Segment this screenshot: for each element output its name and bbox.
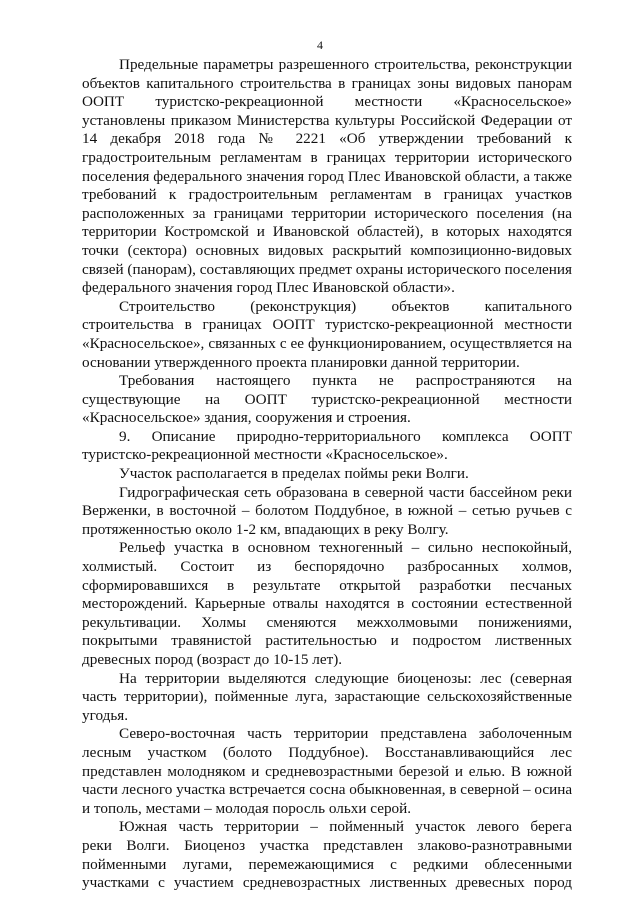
text-line: туристско-рекреационной местности «Красносельское». — [82, 446, 448, 464]
paragraph — [82, 670, 572, 726]
paragraph — [82, 484, 572, 540]
text-line: угодья. — [82, 706, 129, 724]
text-line: требований к градостроительным регламентам в границах участков — [82, 186, 572, 204]
paragraph — [82, 428, 572, 465]
paragraph — [82, 372, 572, 428]
text-line: рекультивации. Холмы сменяются межхолмовыми понижениями, — [82, 613, 572, 631]
paragraph — [82, 56, 572, 298]
text-line: территории Костромской и Ивановской областей), в которых находятся — [82, 223, 572, 241]
text-line: ООПТ туристско-рекреационной местности «Красносельское» — [82, 93, 572, 111]
text-line: Гидрографическая сеть образована в северной части бассейном реки — [119, 483, 572, 501]
text-line: градостроительным регламентам в границах территории исторического — [82, 148, 572, 166]
text-line: расположенных за границами территории исторического поселения (на — [82, 204, 572, 222]
text-line: протяженностью около 1-2 км, впадающих в реку Волгу. — [82, 520, 449, 538]
text-line: Рельеф участка в основном техногенный – сильно неспокойный, — [119, 539, 572, 557]
text-line: и тополь, местами – молодая поросль ольхи серой. — [82, 799, 412, 817]
text-line: существующие на ООПТ туристско-рекреационной местности — [82, 390, 572, 408]
text-line: Северо-восточная часть территории представлена заболоченным — [119, 725, 572, 743]
text-line: сформировавшихся в результате открытой разработки песчаных — [82, 576, 572, 594]
text-line: «Красносельское», связанных с ее функционированием, осуществляется на — [82, 334, 572, 352]
text-line: объектов капитального строительства в границах зоны видовых панорам — [82, 74, 572, 92]
text-line: основании утвержденного проекта планировки данной территории. — [82, 353, 520, 371]
text-line: связей (панорам), составляющих предмет охраны исторического поселения — [82, 260, 572, 278]
paragraph — [82, 539, 572, 669]
paragraph — [82, 465, 572, 484]
text-line: точки (сектора) основных видовых раскрытий композиционно-видовых — [82, 241, 572, 259]
text-line: федерального значения город Плес Ивановской области». — [82, 279, 455, 297]
text-line: Участок располагается в пределах поймы реки Волги. — [119, 465, 469, 483]
text-line: Южная часть территории – пойменный участок левого берега — [119, 818, 572, 836]
text-line: пойменными лугами, перемежающимися с редкими облесенными — [82, 855, 572, 873]
paragraph — [82, 298, 572, 372]
text-line: холмистый. Состоит из беспорядочно разбросанных холмов, — [82, 558, 572, 576]
document-body — [82, 56, 572, 893]
text-line: части лесного участка встречается сосна обыкновенная, в северной – осина — [82, 781, 573, 799]
text-line: часть территории), пойменные луга, зарастающие сельскохозяйственные — [82, 688, 572, 706]
text-line: «Красносельское» здания, сооружения и строения. — [82, 409, 411, 427]
text-line: древесных пород (возраст до 10-15 лет). — [82, 651, 343, 668]
text-line: Строительство (реконструкция) объектов капитального — [119, 297, 572, 315]
text-line: реки Волги. Биоценоз участка представлен злаково-разнотравными — [82, 836, 572, 854]
text-line: Предельные параметры разрешенного строительства, реконструкции — [119, 56, 572, 73]
text-line: На территории выделяются следующие биоценозы: лес (северная — [119, 669, 572, 687]
page-number: 4 — [317, 38, 323, 52]
paragraph — [82, 818, 572, 892]
text-line: представлен молодняком и средневозрастными березой и елью. В южной — [82, 762, 572, 780]
text-line: покрытыми травянистой растительностью и подростом лиственных — [82, 632, 572, 650]
text-line: поселения федерального значения город Плес Ивановской области, а также — [82, 167, 572, 185]
text-line: участками с участием средневозрастных лиственных древесных пород — [82, 874, 572, 892]
text-line: месторождений. Карьерные отвалы находятся в состоянии естественной — [82, 595, 572, 613]
text-line: лесным участком (болото Поддубное). Восстанавливающийся лес — [82, 743, 572, 761]
text-line: строительства в границах ООПТ туристско-рекреационной местности — [82, 316, 572, 334]
text-line: установлены приказом Министерства культуры Российской Федерации от — [82, 111, 572, 129]
paragraph — [82, 725, 572, 818]
text-line: 14 декабря 2018 года № 2221 «Об утверждении требований к — [82, 130, 572, 148]
text-line: Верженки, в восточной – болотом Поддубное, в южной – сетью ручьев с — [82, 502, 572, 520]
text-line: Требования настоящего пункта не распространяются на — [119, 372, 572, 390]
text-line: 9. Описание природно-территориального комплекса ООПТ — [119, 427, 572, 445]
